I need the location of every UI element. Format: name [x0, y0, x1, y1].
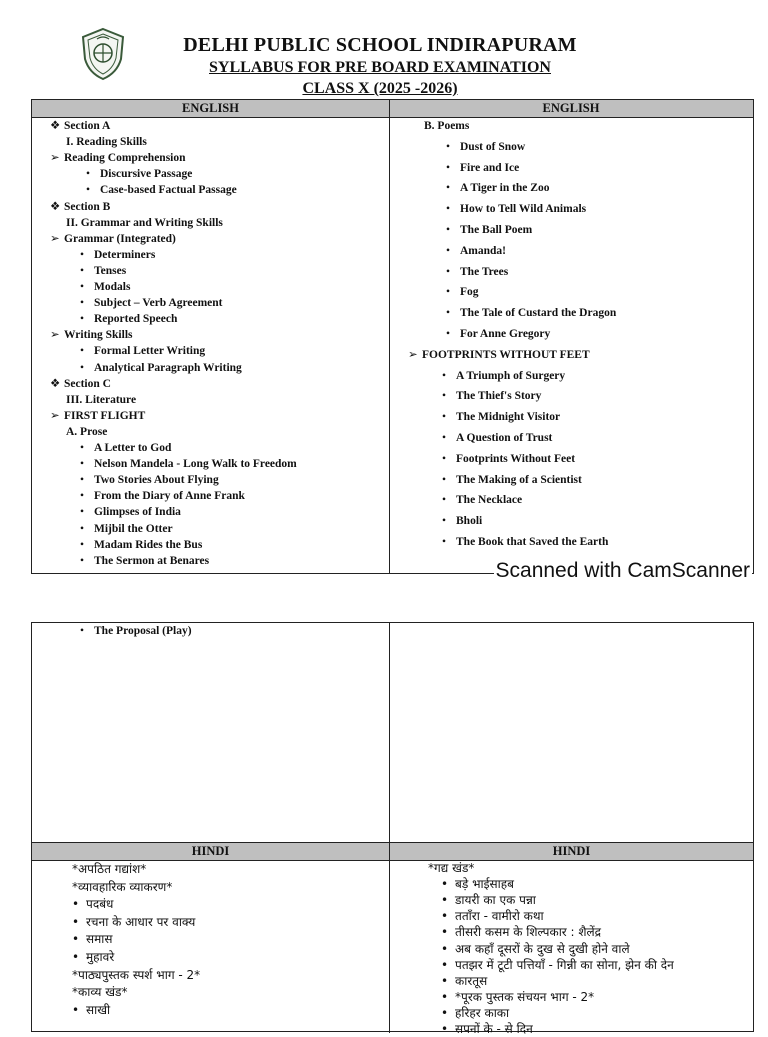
bullet-icon: • [80, 313, 85, 326]
list-item-text: A Question of Trust [456, 432, 553, 444]
bullet-icon: • [72, 897, 80, 912]
bullet-icon: • [80, 248, 85, 261]
bullet-icon: • [446, 203, 451, 216]
list-item-text: A Letter to God [94, 442, 172, 454]
list-item [80, 522, 173, 536]
list-item-text: Section C [64, 377, 111, 390]
list-item-text: The Tale of Custard the Dragon [460, 307, 617, 320]
list-item-text: Glimpses of India [94, 506, 181, 519]
english-right-header: ENGLISH [389, 100, 753, 118]
list-item [72, 968, 200, 983]
list-item-text: The Necklace [456, 494, 523, 507]
list-item-text: पतझर में टूटी पत्तियाँ - गिन्नी का सोना, झेन की देन [455, 957, 674, 972]
bullet-icon: • [72, 914, 80, 929]
list-item-text: Grammar (Integrated) [64, 232, 176, 245]
list-item [80, 473, 219, 487]
hindi-right-header: HINDI [390, 843, 753, 861]
document-subtitle: SYLLABUS FOR PRE BOARD EXAMINATION [209, 59, 551, 76]
bullet-icon: • [446, 161, 451, 174]
list-item [441, 909, 544, 924]
list-item [86, 183, 237, 197]
list-item-text: साखी [86, 1002, 111, 1017]
list-item-text: समास [86, 932, 113, 947]
bullet-icon: • [80, 538, 85, 551]
bullet-icon: • [441, 909, 449, 924]
list-item [72, 897, 113, 912]
list-item [446, 265, 508, 279]
list-item-text: The Making of a Scientist [456, 473, 582, 486]
list-item-text: Modals [94, 281, 131, 293]
list-item [442, 493, 522, 507]
bullet-icon: • [446, 307, 451, 320]
list-item [441, 958, 674, 973]
list-item [442, 410, 560, 424]
list-item [446, 181, 549, 195]
list-item [80, 248, 155, 262]
arrow-bullet-icon: ➢ [50, 409, 60, 422]
list-item-text: Tenses [94, 264, 127, 277]
list-item [446, 285, 479, 299]
list-item-text: II. Grammar and Writing Skills [66, 216, 223, 229]
diamond-bullet-icon: ❖ [50, 120, 61, 132]
bullet-icon: • [72, 1002, 80, 1017]
english-left-header: ENGLISH [32, 100, 389, 118]
arrow-bullet-icon: ➢ [50, 232, 60, 245]
list-item: • The Proposal (Play) [80, 625, 192, 637]
list-item [441, 942, 630, 957]
bullet-icon: • [80, 281, 85, 293]
list-item-text: कारतूस [455, 973, 488, 988]
bullet-icon: • [86, 168, 91, 181]
bullet-icon: • [446, 224, 451, 236]
bullet-icon: • [441, 957, 449, 972]
bullet-icon: • [80, 522, 85, 535]
list-item [66, 135, 147, 149]
arrow-bullet-icon: ➢ [50, 329, 60, 342]
list-item [424, 119, 469, 133]
bullet-icon: • [80, 264, 85, 277]
list-item [72, 985, 127, 1000]
list-item [80, 457, 297, 471]
list-item-text: A Tiger in the Zoo [460, 182, 550, 195]
list-item [446, 161, 519, 175]
list-item-text: III. Literature [66, 393, 137, 406]
list-item-text: पदबंध [86, 897, 114, 912]
list-item-text: Formal Letter Writing [94, 345, 206, 358]
list-item [446, 223, 532, 237]
hindi-left-header: HINDI [32, 843, 389, 861]
list-item-text: The Ball Poem [460, 224, 533, 236]
bullet-icon: • [442, 432, 447, 444]
list-item-text: I. Reading Skills [66, 136, 147, 149]
list-item [442, 431, 552, 445]
list-item-text: Subject – Verb Agreement [94, 297, 223, 310]
list-item-text: Amanda! [460, 244, 507, 257]
list-item-text: The Trees [460, 265, 509, 278]
school-name: DELHI PUBLIC SCHOOL INDIRAPURAM [183, 34, 577, 56]
list-item-text: Madam Rides the Bus [94, 538, 203, 551]
bullet-icon: • [80, 625, 85, 637]
list-item [50, 119, 110, 133]
column-divider [389, 623, 390, 1033]
list-item [441, 893, 536, 908]
list-item [441, 1006, 509, 1021]
list-item-text: Fire and Ice [460, 161, 520, 174]
list-item [66, 425, 107, 439]
bullet-icon: • [441, 1005, 449, 1020]
list-item [446, 306, 616, 320]
list-item [441, 974, 487, 989]
bullet-icon: • [446, 286, 451, 299]
list-item [50, 151, 186, 165]
bullet-icon: • [80, 345, 85, 358]
list-item [80, 280, 130, 294]
list-item [80, 361, 242, 375]
bullet-icon: • [442, 390, 447, 403]
class-line: CLASS X (2025 -2026) [302, 80, 458, 97]
diamond-bullet-icon: ❖ [50, 377, 61, 390]
list-item-text: B. Poems [424, 120, 470, 132]
list-item-text: From the Diary of Anne Frank [94, 490, 245, 503]
list-item-text: Determiners [94, 248, 156, 261]
list-item-text: डायरी का एक पन्ना [455, 893, 536, 908]
list-item [72, 932, 113, 947]
list-item-text: Case-based Factual Passage [100, 184, 237, 197]
list-item [442, 473, 582, 487]
list-item-text: Discursive Passage [100, 168, 193, 181]
list-item [446, 327, 550, 341]
list-item [72, 915, 195, 930]
list-item [86, 167, 192, 181]
list-item [80, 296, 223, 310]
bullet-icon: • [446, 328, 451, 340]
arrow-bullet-icon: ➢ [408, 348, 418, 361]
bullet-icon: • [446, 140, 451, 153]
column-divider [389, 100, 390, 573]
bullet-icon: • [441, 893, 449, 908]
list-item-text: For Anne Gregory [460, 328, 551, 340]
bullet-icon: • [441, 973, 449, 988]
bullet-icon: • [441, 941, 449, 956]
bullet-icon: • [446, 182, 451, 195]
list-item-text: The Thief's Story [456, 390, 542, 403]
bullet-icon: • [86, 184, 91, 197]
bullet-icon: • [80, 490, 85, 503]
list-item [72, 950, 114, 965]
bullet-icon: • [442, 494, 447, 507]
bullet-icon: • [446, 265, 451, 278]
diamond-bullet-icon: ❖ [50, 200, 61, 213]
list-item-text: तीसरी कसम के शिल्पकार : शैलेंद्र [455, 925, 602, 940]
list-item [442, 389, 541, 403]
list-item-text: A. Prose [66, 425, 108, 438]
list-item-text: Bholi [456, 515, 483, 528]
list-item-text: How to Tell Wild Animals [460, 203, 587, 216]
bullet-icon: • [441, 877, 449, 892]
list-item-text: *पूरक पुस्तक संचयन भाग - 2* [455, 989, 595, 1004]
list-item-text: The Book that Saved the Earth [456, 536, 609, 548]
list-item-text: अब कहाँ दूसरों के दुख से दुखी होने वाले [455, 941, 630, 956]
list-item [441, 1022, 533, 1037]
list-item-text: मुहावरे [86, 950, 115, 964]
list-item [72, 862, 146, 877]
list-item-text: Mijbil the Otter [94, 522, 173, 535]
list-item [66, 393, 136, 407]
list-item-text: हरिहर काका [455, 1005, 510, 1020]
bullet-icon: • [80, 458, 85, 471]
list-item [446, 244, 506, 258]
list-item [442, 369, 565, 383]
list-item-text: Dust of Snow [460, 140, 526, 153]
list-item-text: रचना के आधार पर वाक्य [86, 914, 196, 929]
list-item [80, 554, 209, 568]
bullet-icon: • [80, 506, 85, 519]
list-item-text: FOOTPRINTS WITHOUT FEET [422, 348, 590, 361]
list-item [442, 514, 482, 528]
list-item-text: *व्यावहारिक व्याकरण* [72, 879, 173, 894]
bullet-icon: • [80, 442, 85, 454]
list-item-text: तताँरा - वामीरो कथा [455, 909, 544, 924]
bullet-icon: • [80, 361, 85, 374]
bullet-icon: • [442, 411, 447, 424]
bullet-icon: • [80, 297, 85, 310]
list-item [446, 202, 586, 216]
bullet-icon: • [72, 932, 80, 947]
list-item-text: Reported Speech [94, 313, 178, 326]
list-item [80, 264, 126, 278]
list-item [80, 441, 171, 455]
list-item [446, 140, 525, 154]
bullet-icon: • [442, 473, 447, 486]
list-item [408, 348, 590, 362]
list-item [80, 505, 181, 519]
list-item-text: FIRST FLIGHT [64, 409, 146, 422]
scanner-watermark: Scanned with CamScanner [495, 559, 750, 582]
list-item-text: *अपठित गद्यांश* [72, 862, 147, 876]
list-item-text: *गद्य खंड* [428, 861, 475, 875]
bullet-icon: • [442, 536, 447, 548]
list-item [442, 535, 608, 549]
list-item [50, 377, 111, 391]
bullet-icon: • [72, 950, 80, 964]
list-item [80, 538, 202, 552]
bullet-icon: • [441, 1022, 449, 1036]
list-item [442, 452, 575, 466]
list-item-text: Section B [64, 200, 111, 213]
list-item-text: Section A [64, 120, 111, 132]
list-item-text: A Triumph of Surgery [456, 369, 566, 382]
bullet-icon: • [441, 989, 449, 1004]
list-item-text: सपनों के - से दिन [455, 1022, 533, 1036]
list-item-text: Writing Skills [64, 329, 133, 342]
list-item-text: The Sermon at Benares [94, 554, 210, 567]
bullet-icon: • [80, 554, 85, 567]
list-item-text: *काव्य खंड* [72, 985, 128, 1000]
list-item [66, 216, 223, 230]
arrow-bullet-icon: ➢ [50, 152, 60, 165]
list-item-text: बड़े भाईसाहब [455, 877, 514, 892]
list-item [441, 877, 514, 892]
school-logo [79, 27, 127, 81]
list-item [72, 1003, 110, 1018]
bullet-icon: • [446, 244, 451, 257]
list-item [80, 344, 205, 358]
list-item [50, 232, 176, 246]
list-item-text: Footprints Without Feet [456, 452, 576, 465]
bullet-icon: • [80, 474, 85, 487]
list-item [428, 861, 474, 876]
bullet-icon: • [442, 515, 447, 528]
list-item-text: Analytical Paragraph Writing [94, 361, 242, 374]
list-item [80, 489, 245, 503]
bullet-icon: • [442, 369, 447, 382]
list-item [72, 880, 172, 895]
list-item-text: Two Stories About Flying [94, 474, 219, 487]
bullet-icon: • [441, 925, 449, 940]
bullet-icon: • [442, 452, 447, 465]
list-item-text: The Midnight Visitor [456, 411, 561, 424]
list-item-text: Reading Comprehension [64, 152, 186, 165]
list-item-text: Nelson Mandela - Long Walk to Freedom [94, 458, 297, 471]
list-item [441, 990, 594, 1005]
list-item-text: Fog [460, 286, 479, 299]
list-item-text: *पाठ्यपुस्तक स्पर्श भाग - 2* [72, 967, 201, 982]
list-item [50, 200, 110, 214]
list-item [50, 328, 133, 342]
list-item [80, 312, 177, 326]
list-item [441, 925, 601, 940]
list-item [50, 409, 145, 423]
